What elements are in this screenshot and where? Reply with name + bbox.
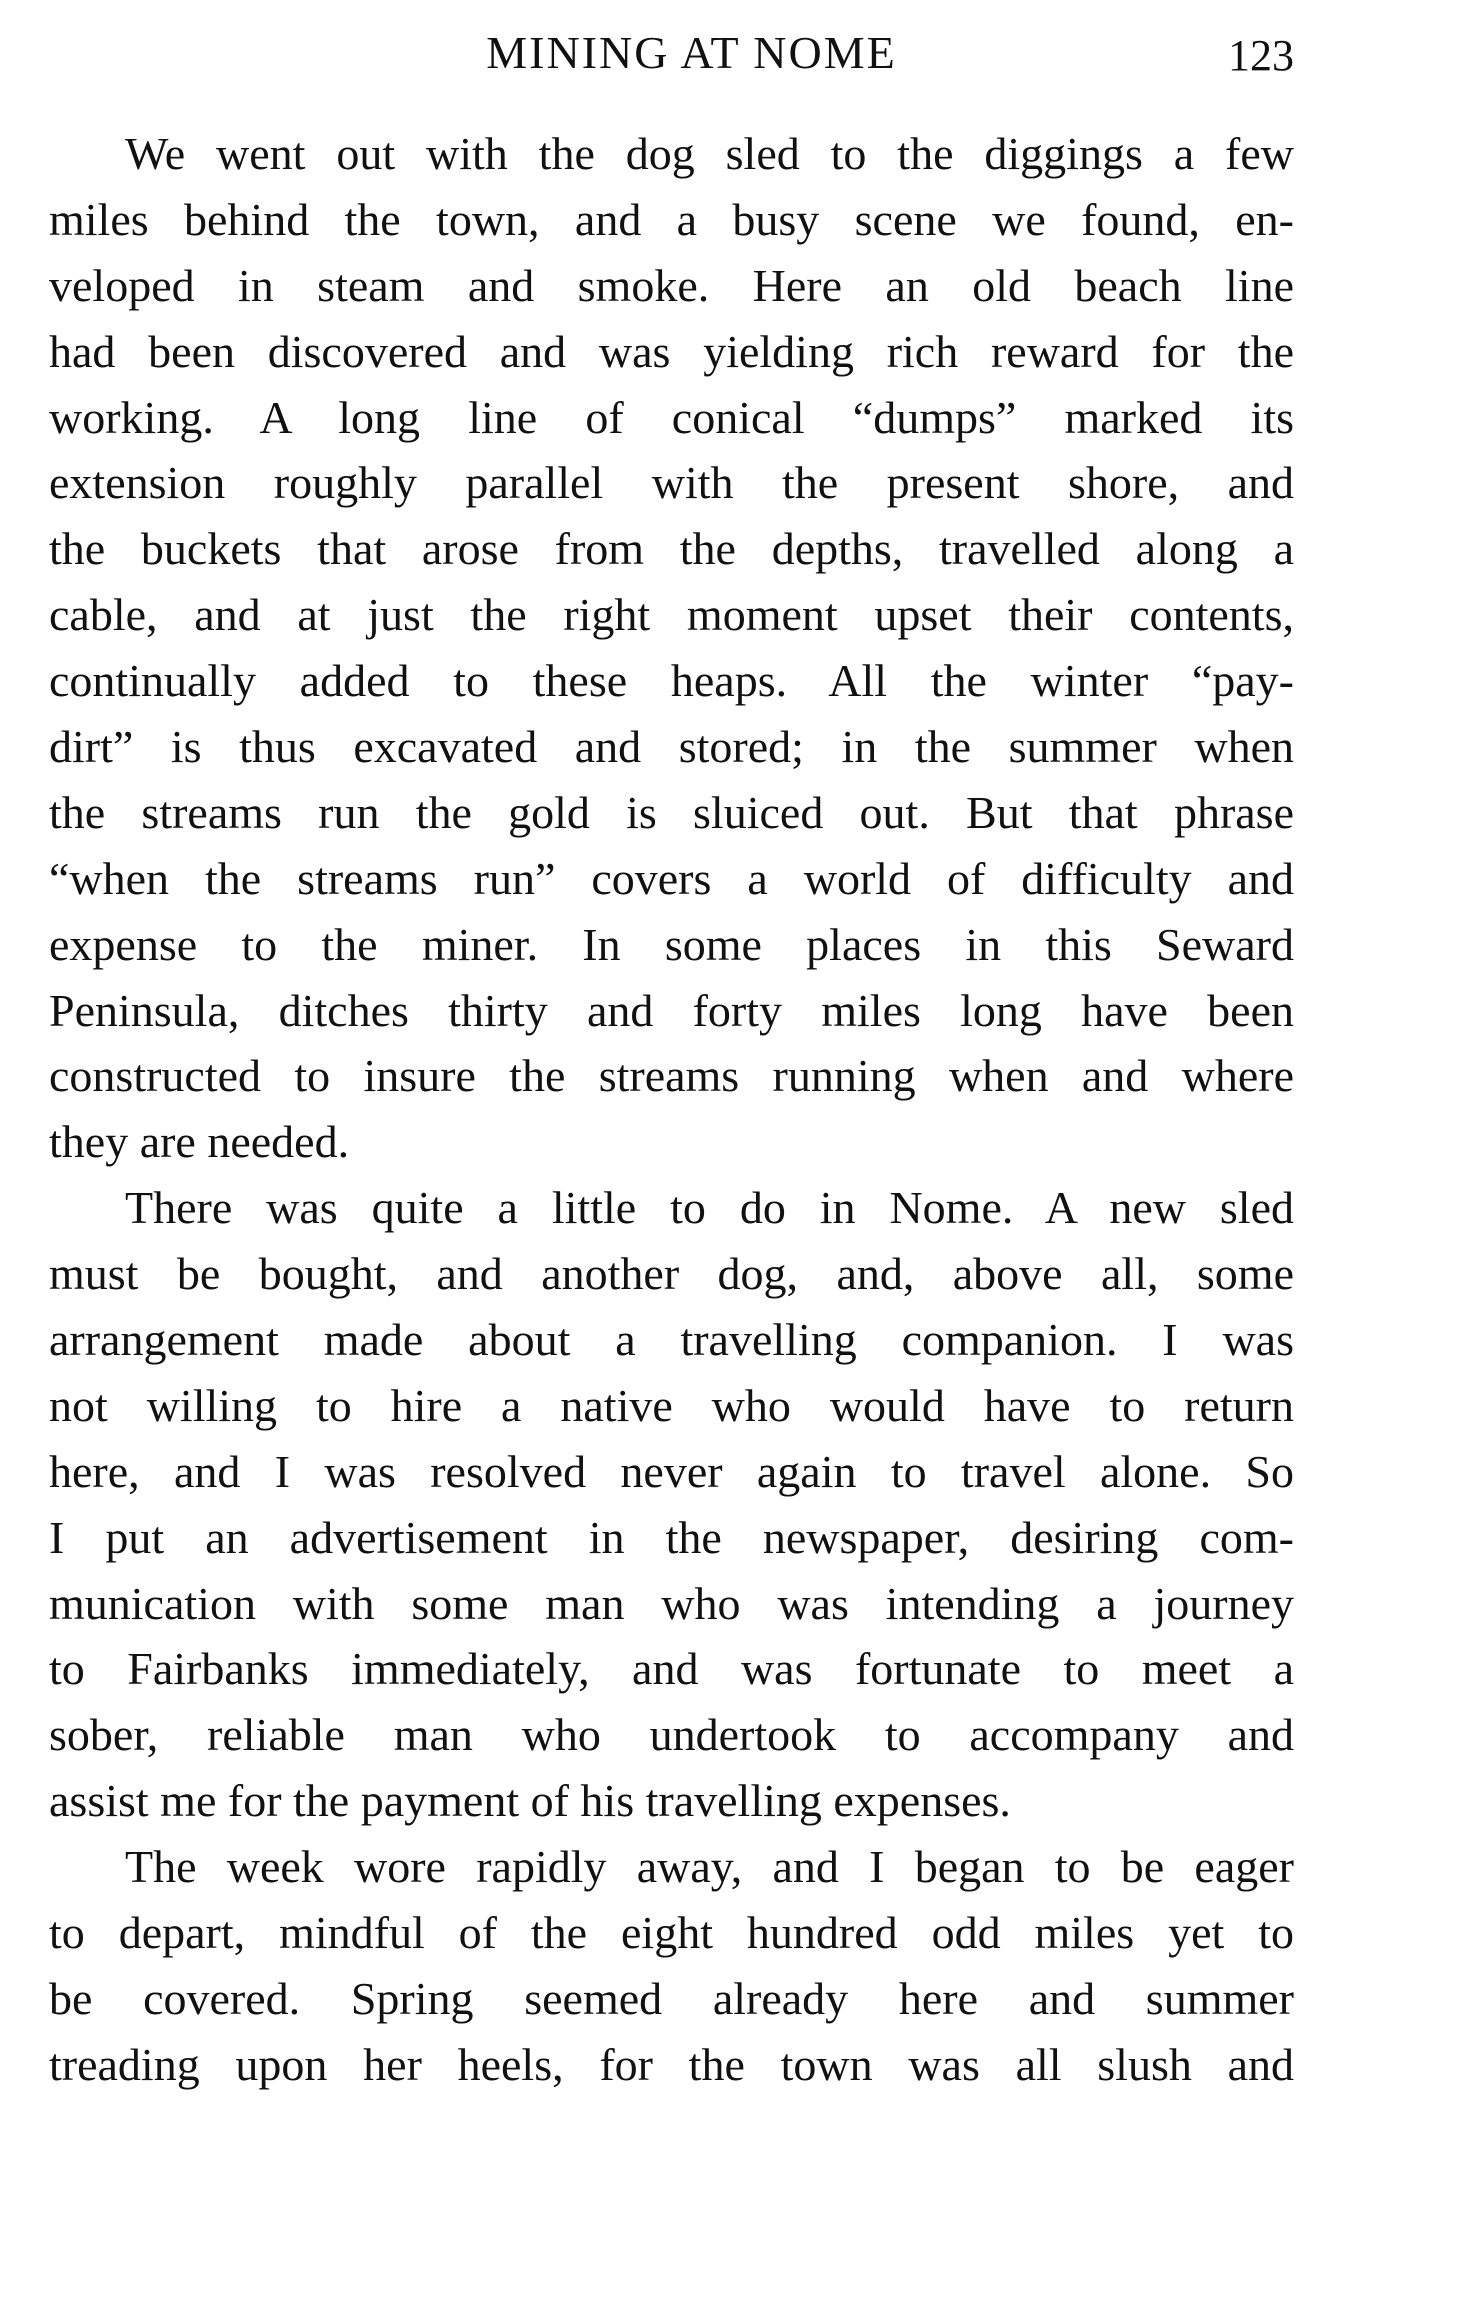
- paragraph: [49, 121, 1294, 1175]
- text-line: continually added to these heaps. All the winter “pay-: [49, 655, 1294, 707]
- text-line: “when the streams run” covers a world of difficulty and: [49, 852, 1294, 904]
- text-line: I put an advertisement in the newspaper, desiring com-: [49, 1511, 1294, 1563]
- text-line: to Fairbanks immediately, and was fortunate to meet a: [49, 1643, 1294, 1695]
- text-line: cable, and at just the right moment upset their contents,: [49, 589, 1294, 641]
- text-line: The week wore rapidly away, and I began to be eager: [125, 1841, 1294, 1893]
- text-line: working. A long line of conical “dumps” marked its: [49, 391, 1294, 443]
- page-header: [49, 26, 1294, 86]
- text-line: We went out with the dog sled to the diggings a few: [125, 128, 1294, 179]
- text-line: not willing to hire a native who would have to return: [49, 1379, 1294, 1431]
- paragraph: [49, 1175, 1294, 1834]
- page-number: 123: [1228, 31, 1294, 80]
- text-line: treading upon her heels, for the town was all slush and: [49, 2038, 1294, 2090]
- text-line: must be bought, and another dog, and, above all, some: [49, 1248, 1294, 1300]
- text-line: had been discovered and was yielding rich reward for the: [49, 325, 1294, 377]
- text-line: Peninsula, ditches thirty and forty miles long have been: [49, 984, 1294, 1036]
- text-line: arrangement made about a travelling companion. I was: [49, 1314, 1294, 1366]
- text-line: assist me for the payment of his travelling expenses.: [49, 1775, 1011, 1827]
- body-text: [49, 121, 1294, 2098]
- text-line: miles behind the town, and a busy scene we found, en-: [49, 193, 1294, 245]
- text-line: they are needed.: [49, 1116, 350, 1168]
- text-line: here, and I was resolved never again to travel alone. So: [49, 1445, 1294, 1497]
- text-line: be covered. Spring seemed already here and summer: [49, 1972, 1294, 2024]
- text-line: constructed to insure the streams running when and where: [49, 1050, 1294, 1102]
- text-line: expense to the miner. In some places in this Seward: [49, 918, 1294, 970]
- text-line: munication with some man who was intending a journey: [49, 1577, 1294, 1629]
- text-line: the streams run the gold is sluiced out. But that phrase: [49, 786, 1294, 838]
- text-line: There was quite a little to do in Nome. A new sled: [125, 1182, 1294, 1234]
- text-line: veloped in steam and smoke. Here an old beach line: [49, 259, 1294, 311]
- text-line: sober, reliable man who undertook to accompany and: [49, 1709, 1294, 1761]
- text-line: dirt” is thus excavated and stored; in the summer when: [49, 721, 1294, 773]
- text-line: to depart, mindful of the eight hundred odd miles yet to: [49, 1907, 1294, 1959]
- text-line: the buckets that arose from the depths, travelled along a: [49, 523, 1294, 575]
- running-title: MINING AT NOME: [486, 27, 897, 78]
- paragraph: [49, 1834, 1294, 2098]
- text-line: extension roughly parallel with the present shore, and: [49, 457, 1294, 509]
